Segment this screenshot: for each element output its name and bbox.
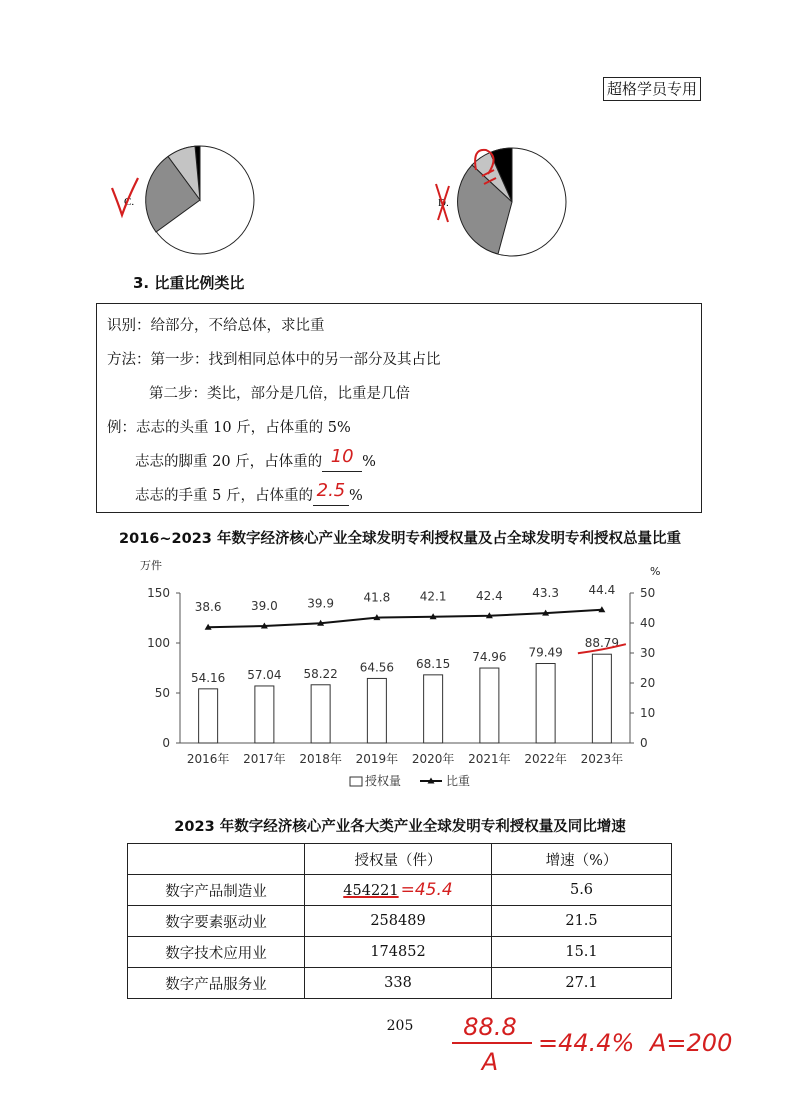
- example-2-text: 志志的脚重 20 斤，占体重的: [135, 454, 323, 470]
- right-axis-unit: %: [650, 565, 661, 578]
- bar: [311, 685, 330, 743]
- right-tick-label: 20: [640, 676, 656, 690]
- pie-chart-d: [432, 140, 582, 265]
- x-tick-label: 2016年: [186, 752, 230, 766]
- legend-bar-label: 授权量: [365, 774, 402, 788]
- table-title: 2023 年数字经济核心产业各大类产业全球发明专利授权量及同比增速: [174, 819, 626, 835]
- x-tick-label: 2021年: [468, 752, 511, 766]
- right-tick-label: 0: [640, 736, 648, 750]
- left-tick-label: 50: [154, 686, 170, 700]
- legend-line-label: 比重: [446, 774, 471, 788]
- table-row: [128, 906, 672, 937]
- row-count-note: =45.4: [400, 880, 453, 900]
- example-3-answer: 2.5: [316, 480, 346, 501]
- row-growth: 5.6: [492, 875, 672, 906]
- line-value-label: 42.1: [419, 589, 447, 604]
- bar-value-label: 58.22: [303, 666, 338, 681]
- method-step2: 第二步：类比，部分是几倍，比重是几倍: [149, 386, 410, 402]
- bar-value-label: 64.56: [359, 660, 395, 675]
- right-tick-label: 30: [640, 646, 656, 660]
- legend-bar-swatch: [350, 777, 362, 786]
- left-tick-label: 0: [162, 736, 170, 750]
- row-count: 258489: [305, 906, 492, 937]
- bar: [367, 678, 386, 743]
- table-row: [128, 968, 672, 999]
- page-number: 205: [386, 1018, 414, 1034]
- handwritten-formula: [440, 1005, 760, 1080]
- left-tick-label: 150: [147, 586, 170, 600]
- table-row: [128, 875, 672, 906]
- line-value-label: 41.8: [363, 590, 391, 605]
- example-2-answer: 10: [330, 446, 354, 467]
- line-value-label: 43.3: [532, 586, 559, 601]
- row-count: 338: [305, 968, 492, 999]
- method-step1: 方法：第一步：找到相同总体中的另一部分及其占比: [107, 352, 441, 368]
- example-line-2: [135, 446, 376, 472]
- example-line-3: [135, 480, 363, 506]
- line-value-label: 42.4: [476, 588, 503, 603]
- bar: [480, 668, 499, 743]
- line-value-label: 39.0: [251, 599, 278, 613]
- x-tick-label: 2020年: [411, 752, 455, 766]
- exclusive-tag: 超格学员专用: [603, 77, 701, 101]
- section-title: 3. 比重比例类比: [133, 274, 245, 292]
- bar-value-label: 74.96: [472, 650, 507, 665]
- x-tick-label: 2017年: [243, 752, 286, 766]
- formula-percent: =44.4%: [538, 1029, 635, 1057]
- left-tick-label: 100: [147, 636, 170, 650]
- row-name: 数字要素驱动业: [128, 906, 305, 937]
- identify-line: 识别：给部分，不给总体，求比重: [107, 318, 325, 334]
- pie-c-label: C.: [124, 196, 135, 208]
- example-3-unit: %: [348, 488, 363, 504]
- bar: [536, 664, 555, 743]
- bar: [592, 654, 611, 743]
- combo-chart: [120, 555, 680, 795]
- formula-denominator: A: [481, 1048, 499, 1076]
- bar-value-label: 88.79: [584, 636, 620, 651]
- table-row: [128, 937, 672, 968]
- table-header-empty: [128, 844, 305, 875]
- line-value-label: 39.9: [307, 596, 334, 611]
- data-table: [127, 843, 672, 999]
- right-tick-label: 10: [640, 706, 656, 720]
- row-name: 数字技术应用业: [128, 937, 305, 968]
- row-count: 174852: [305, 937, 492, 968]
- x-tick-label: 2023年: [580, 752, 624, 766]
- example-2-unit: %: [362, 454, 376, 470]
- formula-result: A=200: [650, 1029, 733, 1057]
- row-name: 数字产品制造业: [128, 875, 305, 906]
- bar-value-label: 79.49: [528, 645, 563, 660]
- table-header-growth: 增速（%）: [492, 844, 672, 875]
- table-header-count: 授权量（件）: [305, 844, 492, 875]
- line-value-label: 38.6: [194, 600, 222, 615]
- bar: [424, 675, 443, 743]
- pie-d-label: D.: [438, 197, 449, 209]
- method-box: [96, 303, 702, 513]
- right-tick-label: 50: [640, 586, 656, 600]
- bar: [199, 689, 218, 743]
- row-count-value: 454221: [343, 883, 399, 899]
- pie-chart-c: [110, 143, 260, 263]
- row-growth: 27.1: [492, 968, 672, 999]
- x-tick-label: 2018年: [299, 752, 342, 766]
- line-value-label: 44.4: [588, 582, 616, 597]
- example-line-1: 例：志志的头重 10 斤，占体重的 5%: [107, 420, 351, 436]
- x-tick-label: 2019年: [355, 752, 399, 766]
- chart-title: 2016~2023 年数字经济核心产业全球发明专利授权量及占全球发明专利授权总量比重: [119, 531, 681, 547]
- right-tick-label: 40: [640, 616, 656, 630]
- row-count: [305, 875, 492, 906]
- bar-value-label: 68.15: [415, 656, 451, 671]
- table-header-row: [128, 844, 672, 875]
- bar-value-label: 57.04: [247, 667, 282, 682]
- formula-numerator: 88.8: [463, 1013, 517, 1041]
- left-axis-unit: 万件: [140, 559, 162, 572]
- example-3-text: 志志的手重 5 斤，占体重的: [135, 488, 313, 504]
- bar-value-label: 54.16: [190, 670, 226, 685]
- row-growth: 21.5: [492, 906, 672, 937]
- bar: [255, 686, 274, 743]
- row-name: 数字产品服务业: [128, 968, 305, 999]
- row-growth: 15.1: [492, 937, 672, 968]
- x-tick-label: 2022年: [524, 752, 567, 766]
